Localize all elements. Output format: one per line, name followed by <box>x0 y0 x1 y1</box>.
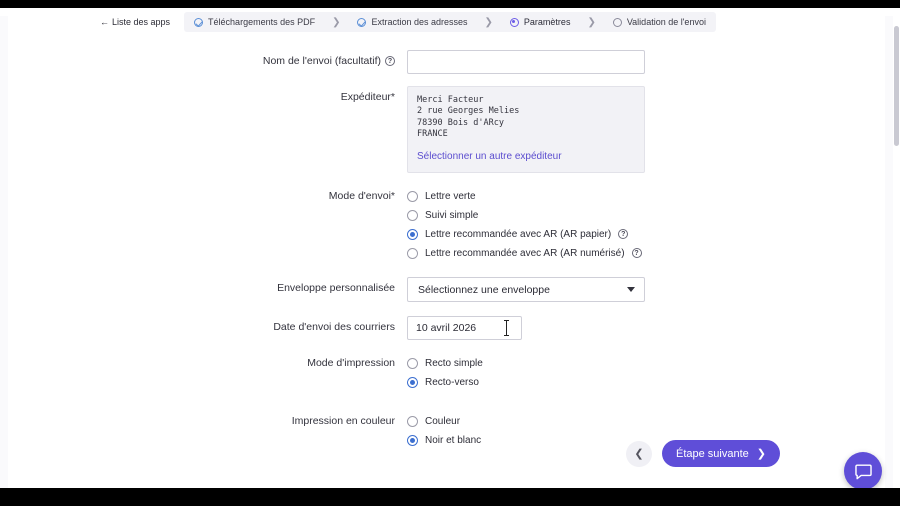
envelope-selected-value: Sélectionnez une enveloppe <box>418 283 550 296</box>
envoi-name-input[interactable] <box>407 50 645 74</box>
sender-line: Merci Facteur <box>417 95 484 105</box>
scrollbar-track[interactable] <box>893 16 900 496</box>
form-row-date <box>0 316 900 340</box>
sender-field-wrap <box>407 86 707 173</box>
radio-option-recto-verso[interactable] <box>407 373 707 391</box>
chevron-left-icon: ❮ <box>634 448 644 460</box>
step-parametres[interactable] <box>500 12 581 32</box>
radio-icon[interactable] <box>407 358 418 369</box>
radio-icon-selected[interactable] <box>407 229 418 240</box>
name-field-wrap <box>407 50 707 74</box>
name-label-wrap <box>0 50 407 67</box>
form-row-sender <box>0 86 900 173</box>
date-label-wrap <box>0 316 407 333</box>
send-mode-label: Mode d'envoi* <box>328 190 395 203</box>
next-step-label: Étape suivante <box>676 447 749 460</box>
radio-label: Lettre recommandée avec AR (AR papier) <box>425 228 612 240</box>
step-extraction-adresses[interactable] <box>347 12 477 32</box>
chevron-right-icon: ❯ <box>478 12 500 32</box>
previous-step-button[interactable] <box>626 441 652 467</box>
taskbar <box>0 488 900 506</box>
left-gutter <box>0 16 8 496</box>
radio-icon[interactable] <box>407 210 418 221</box>
form-row-send-mode <box>0 185 900 263</box>
form-row-name <box>0 50 900 74</box>
radio-label: Suivi simple <box>425 209 479 221</box>
send-mode-options <box>407 185 787 263</box>
app-content <box>0 8 900 488</box>
radio-icon[interactable] <box>407 191 418 202</box>
radio-label: Lettre verte <box>425 190 476 202</box>
radio-label: Recto-verso <box>425 376 479 388</box>
radio-option-suivi-simple[interactable] <box>407 206 787 224</box>
step-validation-envoi[interactable] <box>603 12 716 32</box>
chevron-right-icon: ❯ <box>756 448 766 460</box>
pending-step-icon <box>613 18 622 27</box>
send-date-input[interactable] <box>407 316 522 340</box>
right-gutter <box>885 16 893 496</box>
text-cursor-icon <box>506 320 507 336</box>
settings-form <box>0 50 900 450</box>
date-label: Date d'envoi des courriers <box>273 321 395 334</box>
next-step-button[interactable] <box>662 440 780 467</box>
form-row-envelope <box>0 277 900 302</box>
sender-line: FRANCE <box>417 129 448 140</box>
radio-label: Lettre recommandée avec AR (AR numérisé) <box>425 247 625 259</box>
step-label: Téléchargements des PDF <box>208 17 316 27</box>
color-label: Impression en couleur <box>291 415 395 428</box>
sender-line: 78390 Bois d'ARcy <box>417 117 504 128</box>
envelope-label: Enveloppe personnalisée <box>277 282 395 295</box>
radio-option-ar-papier[interactable] <box>407 225 787 243</box>
send-date-value: 10 avril 2026 <box>416 322 477 335</box>
radio-icon-selected[interactable] <box>407 435 418 446</box>
wizard-stepper <box>100 8 800 32</box>
back-to-apps-label: Liste des apps <box>112 17 171 27</box>
radio-label: Recto simple <box>425 357 483 369</box>
step-label: Extraction des adresses <box>371 17 468 27</box>
step-downloads-pdf[interactable] <box>184 12 325 32</box>
chevron-right-icon: ❯ <box>580 12 602 32</box>
browser-top-bar <box>0 0 900 8</box>
radio-icon[interactable] <box>407 416 418 427</box>
envelope-label-wrap <box>0 277 407 294</box>
color-label-wrap <box>0 410 407 427</box>
step-label: Paramètres <box>523 17 571 27</box>
radio-icon[interactable] <box>407 248 418 259</box>
chat-widget-button[interactable] <box>844 452 882 490</box>
current-step-icon <box>510 18 519 27</box>
radio-option-lettre-verte[interactable] <box>407 187 787 205</box>
help-icon[interactable]: ? <box>618 229 628 239</box>
back-to-apps-link[interactable] <box>100 17 184 27</box>
print-mode-label-wrap <box>0 352 407 369</box>
sender-label-wrap <box>0 86 407 103</box>
scrollbar-thumb[interactable] <box>894 26 899 146</box>
help-icon[interactable]: ? <box>385 56 395 66</box>
name-label: Nom de l'envoi (facultatif) <box>262 55 381 67</box>
radio-label: Couleur <box>425 415 461 427</box>
radio-label: Noir et blanc <box>425 434 482 446</box>
check-circle-icon <box>357 18 366 27</box>
print-mode-options <box>407 352 707 392</box>
help-icon[interactable]: ? <box>632 248 642 258</box>
radio-option-recto-simple[interactable] <box>407 354 707 372</box>
envelope-select[interactable] <box>407 277 645 302</box>
radio-option-ar-numerise[interactable] <box>407 244 787 262</box>
form-row-print-mode <box>0 352 900 392</box>
sender-label: Expéditeur* <box>340 91 395 103</box>
envelope-field-wrap <box>407 277 707 302</box>
step-label: Validation de l'envoi <box>626 17 706 27</box>
sender-line: 2 rue Georges Melies <box>417 106 520 117</box>
send-mode-label-wrap <box>0 185 407 202</box>
chat-bubble-icon <box>854 462 873 481</box>
date-field-wrap <box>407 316 707 340</box>
chevron-right-icon: ❯ <box>325 12 347 32</box>
chevron-down-icon <box>627 287 635 292</box>
radio-option-couleur[interactable] <box>407 412 707 430</box>
radio-icon-selected[interactable] <box>407 377 418 388</box>
select-other-sender-link[interactable]: Sélectionner un autre expéditeur <box>417 150 562 162</box>
print-mode-label: Mode d'impression <box>307 357 395 370</box>
sender-address-box <box>407 86 645 173</box>
arrow-left-icon: ← <box>100 17 109 27</box>
wizard-footer <box>626 440 780 467</box>
check-circle-icon <box>194 18 203 27</box>
